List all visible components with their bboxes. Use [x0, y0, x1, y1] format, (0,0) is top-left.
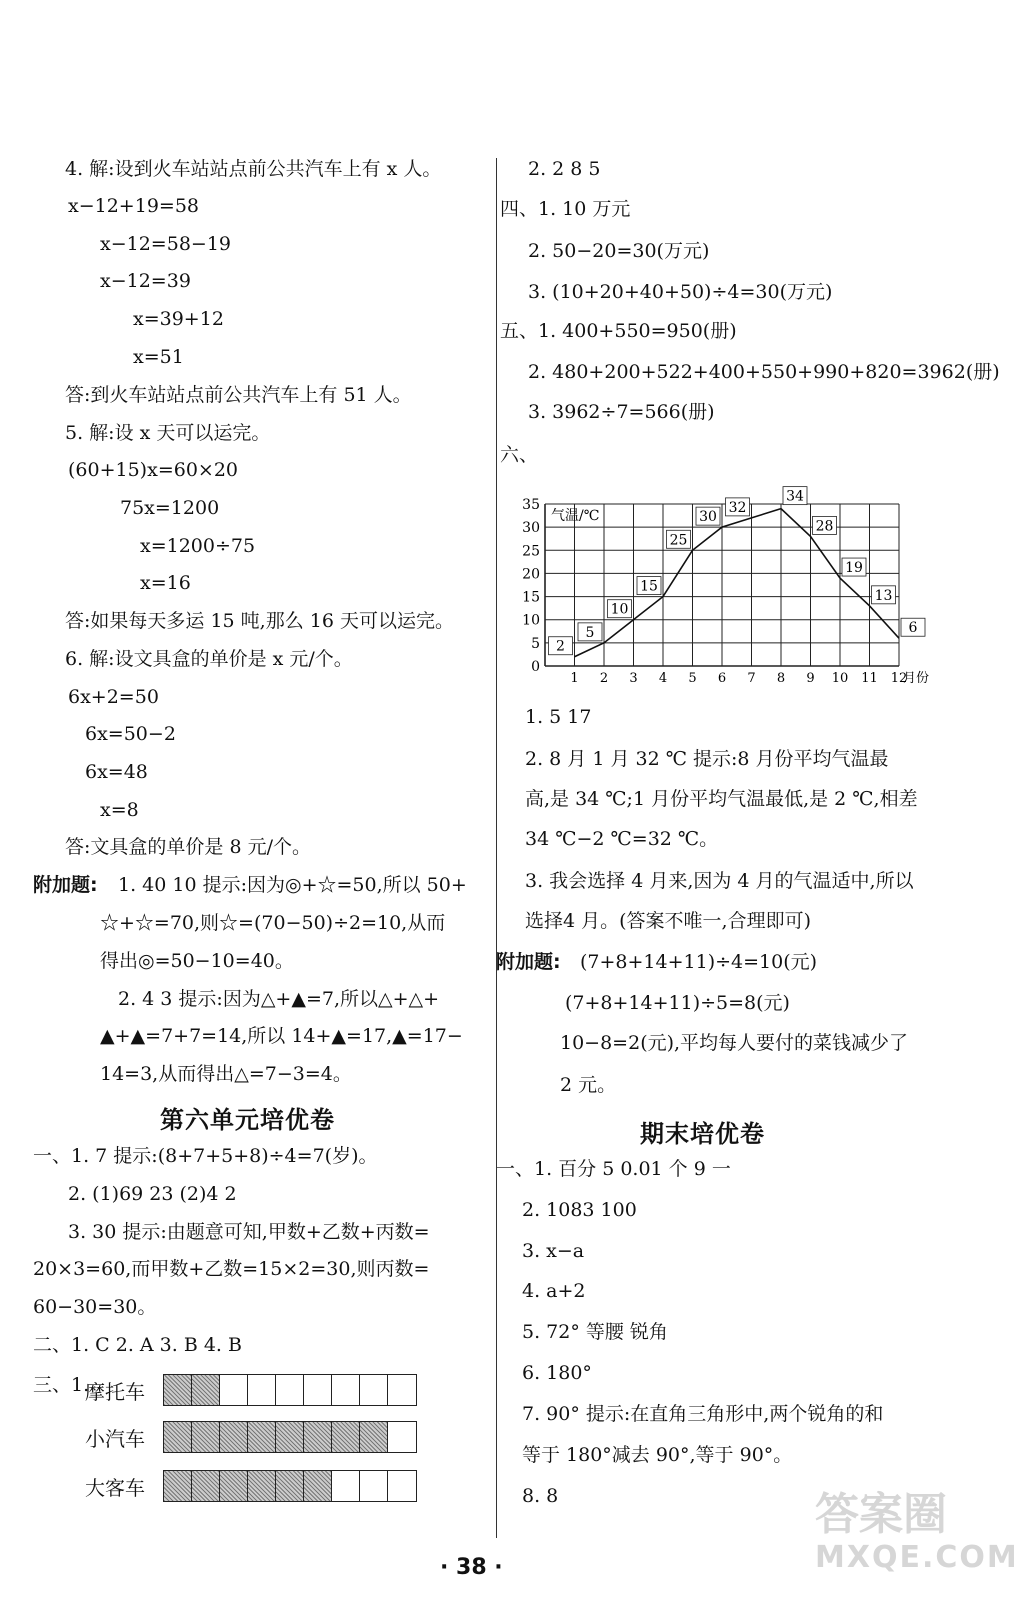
bar-cell-empty [332, 1375, 360, 1405]
data-label: 19 [845, 560, 863, 577]
s4-q3: 3. (10+20+40+50)÷4=30(万元) [528, 281, 833, 303]
p5-answer: 答:如果每天多运 15 吨,那么 16 天可以运完。 [65, 610, 454, 632]
watermark-line1: 答案圈 [815, 1489, 947, 1540]
final-q7b: 等于 180°减去 90°,等于 90°。 [522, 1444, 793, 1466]
bonus-label-left: 附加题: [33, 874, 98, 896]
bar-cell-filled [332, 1422, 360, 1452]
bonus-r-line2: (7+8+14+11)÷5=8(元) [565, 992, 790, 1014]
final-title: 期末培优卷 [640, 1120, 765, 1148]
unit6-s1-q1: 一、1. 7 提示:(8+7+5+8)÷4=7(岁)。 [33, 1145, 378, 1167]
bar-cell-filled [248, 1422, 276, 1452]
bar-label-motorcycle: 摩托车 [85, 1380, 145, 1404]
unit6-s1-q3c: 60−30=30。 [33, 1296, 157, 1318]
s5-q3: 3. 3962÷7=566(册) [528, 401, 715, 423]
final-q2: 2. 1083 100 [522, 1199, 637, 1221]
bonus-line3: 得出◎=50−10=40。 [100, 950, 294, 972]
watermark-logo [815, 1489, 1019, 1595]
temperature-line-chart [510, 478, 950, 688]
p5-line2: (60+15)x=60×20 [68, 459, 239, 481]
x-tick-label: 9 [806, 671, 815, 686]
bonus-label-right: 附加题: [496, 951, 561, 973]
bonus-r-line4: 2 元。 [560, 1074, 617, 1096]
bar-cell-filled [192, 1471, 220, 1501]
unit6-s3: 三、1. [33, 1374, 90, 1396]
bar-cell-empty [388, 1375, 416, 1405]
bar-cell-filled [360, 1422, 388, 1452]
x-tick-label: 12 [890, 671, 908, 686]
final-q8: 8. 8 [522, 1485, 559, 1507]
x-tick-label: 2 [599, 671, 609, 686]
column-divider [496, 158, 497, 1538]
x-tick-label: 1 [570, 671, 579, 686]
p6-line5: x=8 [100, 799, 139, 821]
bar-cell-empty [332, 1471, 360, 1501]
data-label: 10 [610, 601, 629, 618]
bar-cell-filled [164, 1471, 192, 1501]
bar-cell-empty [360, 1375, 388, 1405]
s4-q2: 2. 50−20=30(万元) [528, 240, 710, 262]
p6-line1: 6. 解:设文具盒的单价是 x 元/个。 [65, 648, 353, 670]
bonus-line2: ☆+☆=70,则☆=(70−50)÷2=10,从而 [100, 912, 446, 934]
y-tick-label: 15 [522, 589, 540, 606]
p4-answer: 答:到火车站站点前公共汽车上有 51 人。 [65, 384, 412, 406]
p4-line4: x−12=39 [100, 270, 191, 292]
p4-line1: 4. 解:设到火车站站点前公共汽车上有 x 人。 [65, 158, 442, 180]
bonus-line6: 14=3,从而得出△=7−3=4。 [100, 1063, 352, 1085]
p5-line4: x=1200÷75 [140, 535, 256, 557]
final-q5: 5. 72° 等腰 锐角 [522, 1321, 668, 1343]
unit6-s1-q3a: 3. 30 提示:由题意可知,甲数+乙数+丙数= [68, 1221, 430, 1243]
bar-cell-filled [164, 1375, 192, 1405]
unit6-s2: 二、1. C 2. A 3. B 4. B [33, 1334, 242, 1356]
bar-cell-filled [192, 1422, 220, 1452]
x-tick-label: 3 [629, 671, 638, 686]
s6-q2c: 34 ℃−2 ℃=32 ℃。 [525, 828, 719, 850]
bar-cell-filled [164, 1422, 192, 1452]
y-tick-label: 30 [522, 520, 540, 537]
y-tick-label: 20 [522, 566, 540, 583]
y-tick-label: 10 [522, 612, 540, 629]
data-label: 28 [815, 518, 834, 535]
p4-line5: x=39+12 [133, 308, 224, 330]
s6-q3b: 选择4 月。(答案不唯一,合理即可) [525, 910, 811, 932]
final-q7a: 7. 90° 提示:在直角三角形中,两个锐角的和 [522, 1403, 884, 1425]
p6-answer: 答:文具盒的单价是 8 元/个。 [65, 836, 311, 858]
bar-cell-empty [220, 1375, 248, 1405]
bonus-line1: 1. 40 10 提示:因为◎+☆=50,所以 50+ [118, 874, 467, 896]
data-label: 13 [874, 587, 893, 604]
bar-cell-filled [276, 1422, 304, 1452]
y-tick-label: 25 [522, 543, 540, 560]
s5-q1: 五、1. 400+550=950(册) [500, 320, 737, 342]
unit6-title: 第六单元培优卷 [160, 1106, 335, 1134]
data-label: 34 [786, 488, 804, 505]
p5-line3: 75x=1200 [120, 497, 220, 519]
bar-motorcycle [163, 1374, 417, 1406]
bar-car [163, 1421, 417, 1453]
y-axis-label: 气温/℃ [551, 508, 600, 524]
page-number: · 38 · [440, 1555, 503, 1580]
x-axis-label: 月份 [903, 671, 930, 686]
data-label: 25 [669, 532, 688, 549]
bar-cell-empty [304, 1375, 332, 1405]
p4-line6: x=51 [133, 346, 184, 368]
x-tick-label: 11 [861, 671, 878, 686]
data-label: 6 [908, 620, 918, 637]
bonus-line5: ▲+▲=7+7=14,所以 14+▲=17,▲=17− [100, 1025, 463, 1047]
bar-cell-filled [220, 1471, 248, 1501]
bar-cell-filled [276, 1471, 304, 1501]
bar-cell-filled [304, 1471, 332, 1501]
s6-label: 六、 [500, 444, 539, 466]
p6-line3: 6x=50−2 [85, 723, 176, 745]
data-label: 32 [728, 499, 747, 516]
data-label: 30 [699, 509, 717, 526]
p4-line2: x−12+19=58 [68, 195, 200, 217]
y-tick-label: 0 [531, 659, 540, 675]
data-label: 5 [585, 624, 595, 641]
bar-cell-empty [248, 1375, 276, 1405]
bonus-line4: 2. 4 3 提示:因为△+▲=7,所以△+△+ [118, 988, 440, 1010]
r-line-2-2-8-5: 2. 2 8 5 [528, 158, 601, 180]
p5-line5: x=16 [140, 572, 191, 594]
bar-cell-filled [220, 1422, 248, 1452]
bar-cell-empty [360, 1471, 388, 1501]
bar-cell-filled [304, 1422, 332, 1452]
final-q6: 6. 180° [522, 1362, 592, 1384]
p5-line1: 5. 解:设 x 天可以运完。 [65, 422, 271, 444]
s4-q1: 四、1. 10 万元 [500, 198, 631, 220]
x-tick-label: 5 [688, 671, 697, 686]
data-label: 15 [640, 578, 658, 595]
unit6-s1-q3b: 20×3=60,而甲数+乙数=15×2=30,则丙数= [33, 1258, 430, 1280]
bar-cell-filled [248, 1471, 276, 1501]
bar-label-bus: 大客车 [85, 1476, 145, 1500]
bar-bus [163, 1470, 417, 1502]
temperature-series-line [575, 509, 900, 657]
bar-cell-empty [276, 1375, 304, 1405]
unit6-s1-q2: 2. (1)69 23 (2)4 2 [68, 1183, 237, 1205]
final-q3: 3. x−a [522, 1240, 585, 1262]
x-tick-label: 6 [717, 671, 727, 686]
x-tick-label: 4 [658, 671, 668, 686]
p6-line2: 6x+2=50 [68, 686, 159, 708]
bar-cell-empty [388, 1471, 416, 1501]
bar-label-car: 小汽车 [85, 1427, 145, 1451]
y-tick-label: 5 [531, 635, 540, 652]
bonus-r-line3: 10−8=2(元),平均每人要付的菜钱减少了 [560, 1032, 909, 1054]
y-tick-label: 35 [522, 497, 540, 513]
watermark-line2: MXQE.COM [815, 1540, 1019, 1575]
final-q4: 4. a+2 [522, 1280, 586, 1302]
final-q1: 一、1. 百分 5 0.01 个 9 一 [496, 1158, 731, 1180]
s6-q3a: 3. 我会选择 4 月来,因为 4 月的气温适中,所以 [525, 870, 914, 892]
s6-q2a: 2. 8 月 1 月 32 ℃ 提示:8 月份平均气温最 [525, 748, 889, 770]
p4-line3: x−12=58−19 [100, 233, 232, 255]
data-label: 2 [556, 638, 565, 655]
x-tick-label: 7 [747, 671, 756, 686]
x-tick-label: 10 [831, 671, 849, 686]
x-tick-label: 8 [776, 671, 786, 686]
s6-q2b: 高,是 34 ℃;1 月份平均气温最低,是 2 ℃,相差 [525, 788, 918, 810]
s6-q1: 1. 5 17 [525, 706, 592, 728]
bar-cell-filled [192, 1375, 220, 1405]
s5-q2: 2. 480+200+522+400+550+990+820=3962(册) [528, 361, 1000, 383]
bar-cell-empty [388, 1422, 416, 1452]
p6-line4: 6x=48 [85, 761, 148, 783]
bonus-r-line1: (7+8+14+11)÷4=10(元) [580, 951, 818, 973]
